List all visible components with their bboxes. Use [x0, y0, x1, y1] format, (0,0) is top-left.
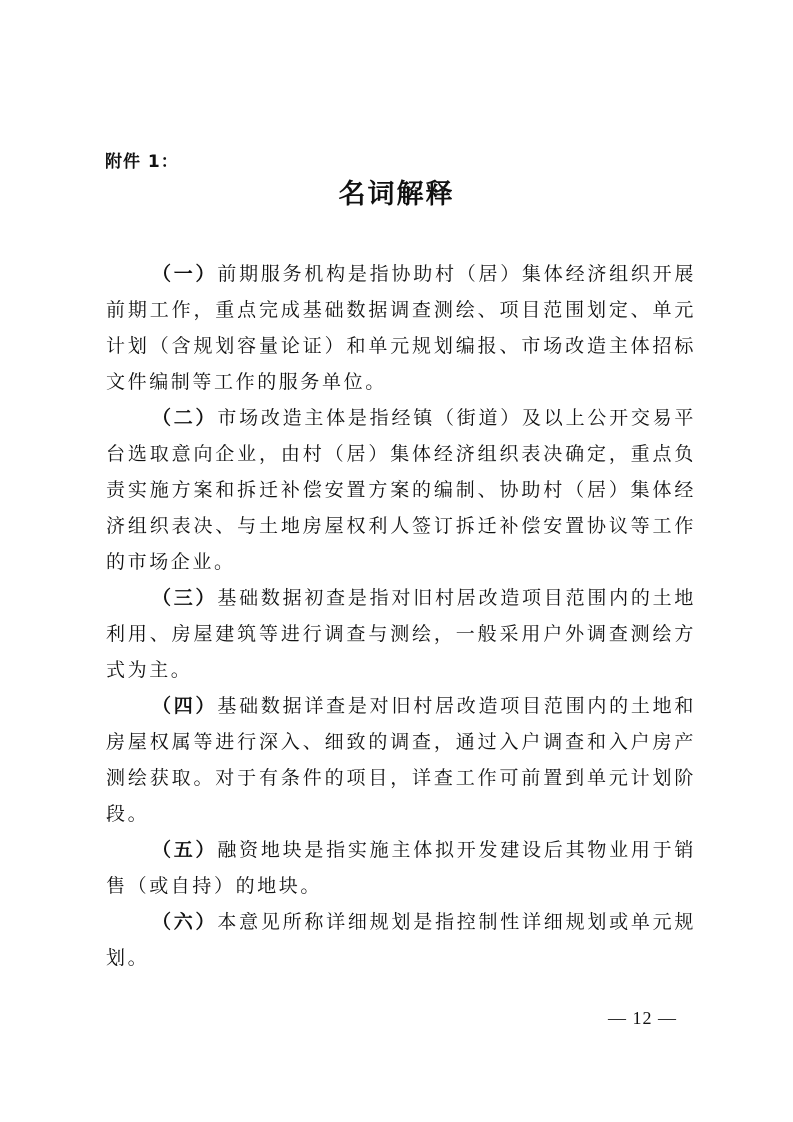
definition-item-2 [106, 400, 696, 580]
definition-marker-5: （五） [152, 839, 218, 861]
attachment-label: 附件 1： [105, 152, 179, 172]
definition-item-5 [106, 832, 696, 904]
definition-text-2: 市场改造主体是指经镇（街道）及以上公开交易平台选取意向企业，由村（居）集体经济组织表决确定，重点负责实施方案和拆迁补偿安置方案的编制、协助村（居）集体经济组织表决、与土地房屋权利人签订拆迁补偿安置协议等工作的市场企业。 [106, 407, 696, 573]
definition-item-1 [106, 256, 696, 400]
definitions-list [106, 256, 696, 976]
page-number: — 12 — [608, 1008, 677, 1028]
definition-text-5: 融资地块是指实施主体拟开发建设后其物业用于销售（或自持）的地块。 [106, 839, 696, 897]
definition-item-3 [106, 580, 696, 688]
definition-marker-3: （三） [152, 587, 218, 609]
definition-item-4 [106, 688, 696, 832]
definition-text-3: 基础数据初查是指对旧村居改造项目范围内的土地利用、房屋建筑等进行调查与测绘，一般采用户外调查测绘方式为主。 [106, 587, 696, 681]
definition-text-1: 前期服务机构是指协助村（居）集体经济组织开展前期工作，重点完成基础数据调查测绘、项目范围划定、单元计划（含规划容量论证）和单元规划编报、市场改造主体招标文件编制等工作的服务单位。 [106, 263, 696, 393]
definition-item-6 [106, 904, 696, 976]
definition-text-4: 基础数据详查是对旧村居改造项目范围内的土地和房屋权属等进行深入、细致的调查，通过入户调查和入户房产测绘获取。对于有条件的项目，详查工作可前置到单元计划阶段。 [106, 695, 696, 825]
definition-text-6: 本意见所称详细规划是指控制性详细规划或单元规划。 [106, 911, 696, 969]
document-title: 名词解释 [338, 179, 455, 210]
definition-marker-4: （四） [152, 695, 218, 717]
definition-marker-1: （一） [152, 263, 218, 285]
definition-marker-2: （二） [152, 407, 218, 429]
definition-marker-6: （六） [152, 911, 218, 933]
